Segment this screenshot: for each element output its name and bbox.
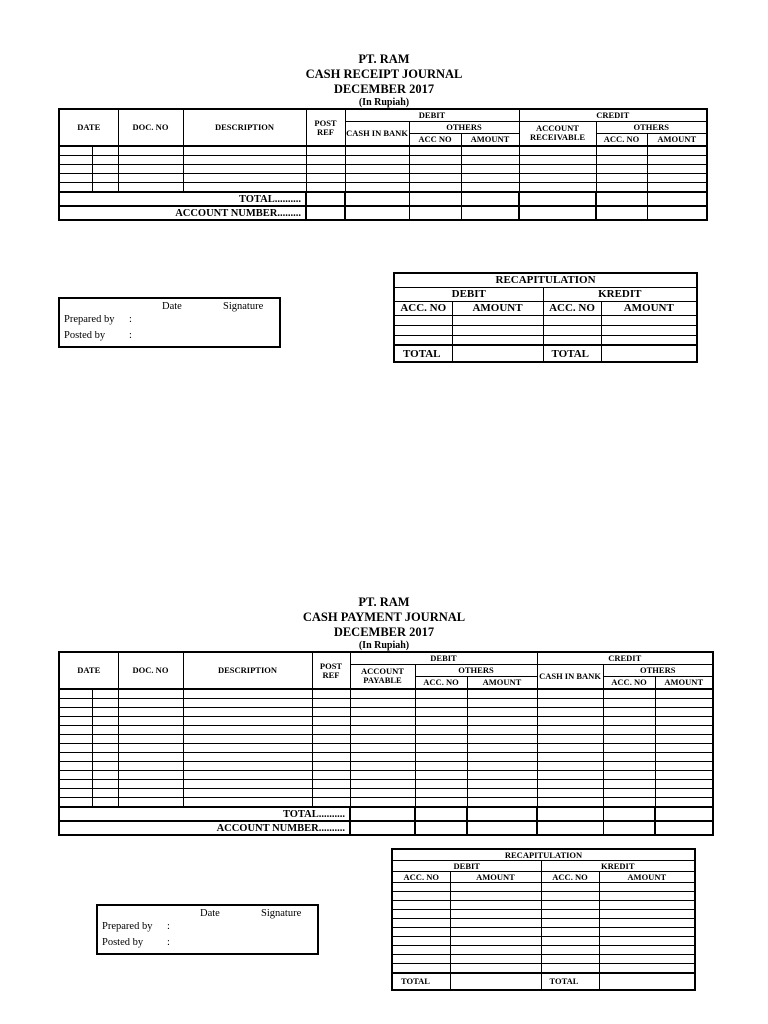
payment-posted-by-colon: :	[167, 937, 170, 948]
table-row	[59, 735, 713, 744]
header-debit: DEBIT	[350, 652, 537, 664]
receipt-posted-by-colon: :	[129, 330, 132, 341]
table-row	[392, 910, 695, 919]
recap-debit-amount: AMOUNT	[450, 872, 541, 883]
table-row	[59, 753, 713, 762]
header-debit-acc-no: ACC. NO	[415, 676, 467, 689]
header-debit-amount: AMOUNT	[467, 676, 537, 689]
table-row	[392, 937, 695, 946]
table-row	[59, 798, 713, 808]
header-credit-others: OTHERS	[603, 664, 713, 676]
table-row	[59, 699, 713, 708]
table-row	[59, 165, 707, 174]
recap-debit-acc-no: ACC. NO	[394, 301, 452, 315]
table-row	[59, 146, 707, 156]
payment-journal-title: CASH PAYMENT JOURNAL	[302, 610, 466, 624]
recap-kredit-amount: AMOUNT	[601, 301, 697, 315]
table-row	[59, 156, 707, 165]
table-row	[59, 771, 713, 780]
table-row	[59, 717, 713, 726]
recap-debit: DEBIT	[392, 861, 541, 872]
table-row	[59, 174, 707, 183]
header-debit-others: OTHERS	[415, 664, 537, 676]
header-credit-acc-no: ACC. NO	[603, 676, 655, 689]
header-debit-amount: AMOUNT	[461, 133, 519, 146]
table-row	[59, 689, 713, 699]
receipt-total-label: TOTAL..........	[59, 192, 306, 206]
header-debit: DEBIT	[345, 109, 519, 121]
table-row	[59, 744, 713, 753]
receipt-title-block	[0, 52, 768, 109]
payment-journal-table	[58, 651, 714, 836]
receipt-journal-title: CASH RECEIPT JOURNAL	[305, 67, 463, 81]
receipt-signature-date-label: Date	[162, 301, 182, 312]
recap-kredit-total: TOTAL	[543, 345, 601, 362]
header-cash-in-bank: CASH IN BANK	[345, 121, 409, 146]
table-row	[392, 883, 695, 892]
recap-kredit: KREDIT	[541, 861, 695, 872]
header-credit-amount: AMOUNT	[647, 133, 707, 146]
receipt-prepared-by-label: Prepared by	[64, 314, 115, 325]
table-row	[392, 946, 695, 955]
recap-kredit-acc-no: ACC. NO	[541, 872, 599, 883]
header-post-ref: POST REF	[306, 109, 345, 146]
payment-signature-box	[96, 904, 319, 955]
header-credit-amount: AMOUNT	[655, 676, 713, 689]
receipt-currency-note: (In Rupiah)	[358, 97, 410, 108]
table-row	[394, 325, 697, 335]
header-credit: CREDIT	[537, 652, 713, 664]
header-account-payable: ACCOUNT PAYABLE	[350, 664, 415, 689]
receipt-posted-by-label: Posted by	[64, 330, 106, 341]
receipt-period: DECEMBER 2017	[333, 82, 435, 96]
payment-prepared-by-label: Prepared by	[102, 921, 153, 932]
receipt-company: PT. RAM	[358, 52, 410, 66]
payment-currency-note: (In Rupiah)	[358, 640, 410, 651]
table-row	[59, 780, 713, 789]
payment-recapitulation-table	[391, 848, 696, 991]
payment-company: PT. RAM	[358, 595, 410, 609]
table-row	[392, 955, 695, 964]
table-row	[59, 708, 713, 717]
recap-debit-total: TOTAL	[394, 345, 452, 362]
header-debit-acc-no: ACC NO	[409, 133, 461, 146]
payment-posted-by-label: Posted by	[102, 937, 144, 948]
table-row	[392, 928, 695, 937]
recap-kredit-total: TOTAL	[541, 973, 599, 990]
recap-debit-amount: AMOUNT	[452, 301, 543, 315]
recap-kredit-amount: AMOUNT	[599, 872, 695, 883]
payment-account-number-label: ACCOUNT NUMBER..........	[59, 821, 350, 835]
header-credit-others: OTHERS	[596, 121, 707, 133]
table-row	[392, 919, 695, 928]
payment-title-block	[0, 595, 768, 652]
recap-debit-acc-no: ACC. NO	[392, 872, 450, 883]
payment-total-label: TOTAL..........	[59, 807, 350, 821]
header-debit-others: OTHERS	[409, 121, 519, 133]
header-doc-no: DOC. NO	[118, 109, 183, 146]
table-row	[59, 762, 713, 771]
table-row	[59, 789, 713, 798]
header-doc-no: DOC. NO	[118, 652, 183, 689]
table-row	[59, 726, 713, 735]
header-post-ref: POST REF	[312, 652, 350, 689]
header-cash-in-bank: CASH IN BANK	[537, 664, 603, 689]
table-row	[392, 901, 695, 910]
table-row	[59, 183, 707, 193]
header-credit: CREDIT	[519, 109, 707, 121]
receipt-account-number-label: ACCOUNT NUMBER.........	[59, 206, 306, 220]
payment-signature-date-label: Date	[200, 908, 220, 919]
recap-debit: DEBIT	[394, 287, 543, 301]
receipt-journal-table	[58, 108, 708, 221]
recap-debit-total: TOTAL	[392, 973, 450, 990]
receipt-signature-box	[58, 297, 281, 348]
header-account-receivable: ACCOUNT RECEIVABLE	[519, 121, 596, 146]
payment-signature-signature-label: Signature	[261, 908, 302, 919]
recap-title: RECAPITULATION	[392, 849, 695, 861]
recap-kredit: KREDIT	[543, 287, 697, 301]
table-row	[394, 315, 697, 325]
recap-title: RECAPITULATION	[394, 273, 697, 287]
payment-period: DECEMBER 2017	[333, 625, 435, 639]
table-row	[392, 892, 695, 901]
header-credit-acc-no: ACC. NO	[596, 133, 647, 146]
table-row	[392, 964, 695, 973]
header-date: DATE	[59, 652, 118, 689]
receipt-recapitulation-table	[393, 272, 698, 363]
payment-prepared-by-colon: :	[167, 921, 170, 932]
receipt-prepared-by-colon: :	[129, 314, 132, 325]
header-date: DATE	[59, 109, 118, 146]
recap-kredit-acc-no: ACC. NO	[543, 301, 601, 315]
table-row	[394, 335, 697, 345]
header-description: DESCRIPTION	[183, 652, 312, 689]
receipt-signature-signature-label: Signature	[223, 301, 264, 312]
header-description: DESCRIPTION	[183, 109, 306, 146]
